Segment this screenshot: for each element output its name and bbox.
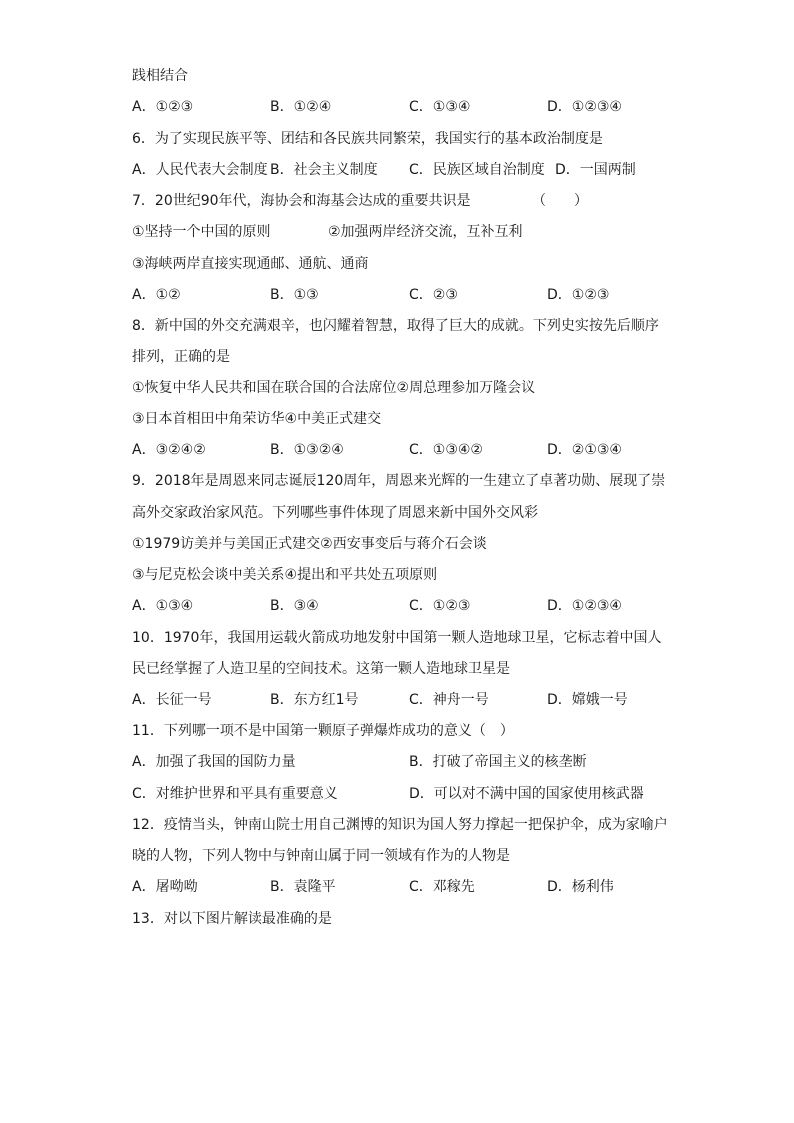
option-a: A．①③④: [132, 598, 194, 614]
question-stem: 12．疫情当头，钟南山院士用自己渊博的知识为国人努力撑起一把保护伞，成为家喻户: [132, 817, 668, 833]
question-stem: 7．20世纪90年代，海协会和海基会达成的重要共识是: [132, 193, 471, 209]
option-d: D．①②③: [547, 287, 610, 303]
option-b: B．打破了帝国主义的核垄断: [409, 754, 587, 770]
option-a: A．长征一号: [132, 692, 212, 708]
question-stem: 6．为了实现民族平等、团结和各民族共同繁荣，我国实行的基本政治制度是: [132, 131, 603, 147]
statement-item: ③与尼克松会谈中美关系④提出和平共处五项原则: [132, 567, 438, 583]
statement-item: ①坚持一个中国的原则: [132, 224, 271, 240]
option-c: C．①③④②: [409, 442, 483, 458]
statement-item: ①1979访美并与美国正式建交②西安事变后与蒋介石会谈: [132, 536, 487, 552]
question-stem-continued: 高外交家政治家风范。下列哪些事件体现了周恩来新中国外交风彩: [132, 505, 538, 521]
option-c: C．①②③: [409, 598, 471, 614]
question-stem: 13．对以下图片解读最准确的是: [132, 911, 332, 927]
statement-item: ③海峡两岸直接实现通邮、通航、通商: [132, 256, 369, 272]
option-b: B．社会主义制度: [270, 162, 378, 178]
statement-item: ③日本首相田中角荣访华④中美正式建交: [132, 411, 382, 427]
option-b: B．①③②④: [270, 442, 344, 458]
option-b: B．③④: [270, 598, 319, 614]
option-a: A．人民代表大会制度: [132, 162, 268, 178]
option-a: A．加强了我国的国防力量: [132, 754, 296, 770]
option-b: B．袁隆平: [270, 879, 336, 895]
question-stem: 8．新中国的外交充满艰辛，也闪耀着智慧，取得了巨大的成就。下列史实按先后顺序: [132, 318, 659, 334]
option-d: D．②①③④: [547, 442, 622, 458]
question-stem-continued: 民已经掌握了人造卫星的空间技术。这第一颗人造地球卫星是: [132, 661, 510, 677]
question-stem-continued: 排列，正确的是: [132, 349, 230, 365]
option-b: B．①③: [270, 287, 319, 303]
option-a: A．③②④②: [132, 442, 206, 458]
option-b: B．东方红1号: [270, 692, 359, 708]
option-c: C．民族区域自治制度: [409, 162, 545, 178]
statement-item: ①恢复中华人民共和国在联合国的合法席位②周总理参加万隆会议: [132, 380, 536, 396]
option-c: C．①③④: [409, 99, 471, 115]
option-b: B．①②④: [270, 99, 332, 115]
answer-parenthesis: （ ）: [532, 193, 588, 209]
option-c: C．神舟一号: [409, 692, 489, 708]
question-stem: 10．1970年，我国用运载火箭成功地发射中国第一颗人造地球卫星，它标志着中国人: [132, 630, 662, 646]
statement-item: ②加强两岸经济交流，互补互利: [328, 224, 523, 240]
option-c: C．对维护世界和平具有重要意义: [132, 786, 338, 802]
option-d: D．杨利伟: [547, 879, 614, 895]
option-d: D．嫦娥一号: [547, 692, 628, 708]
option-d: D．可以对不满中国的国家使用核武器: [409, 786, 644, 802]
option-d: D．一国两制: [555, 162, 636, 178]
option-d: D．①②③④: [547, 598, 622, 614]
question-stem: 9．2018年是周恩来同志诞辰120周年，周恩来光辉的一生建立了卓著功勋、展现了崇: [132, 473, 666, 489]
question-stem-continued: 晓的人物，下列人物中与钟南山属于同一领域有作为的人物是: [132, 848, 510, 864]
option-c: C．②③: [409, 287, 458, 303]
option-a: A．屠呦呦: [132, 879, 198, 895]
option-a: A．①②③: [132, 99, 194, 115]
text-line: 践相结合: [132, 68, 188, 84]
option-d: D．①②③④: [547, 99, 622, 115]
option-c: C．邓稼先: [409, 879, 475, 895]
question-stem: 11．下列哪一项不是中国第一颗原子弹爆炸成功的意义（ ）: [132, 723, 514, 739]
option-a: A．①②: [132, 287, 181, 303]
